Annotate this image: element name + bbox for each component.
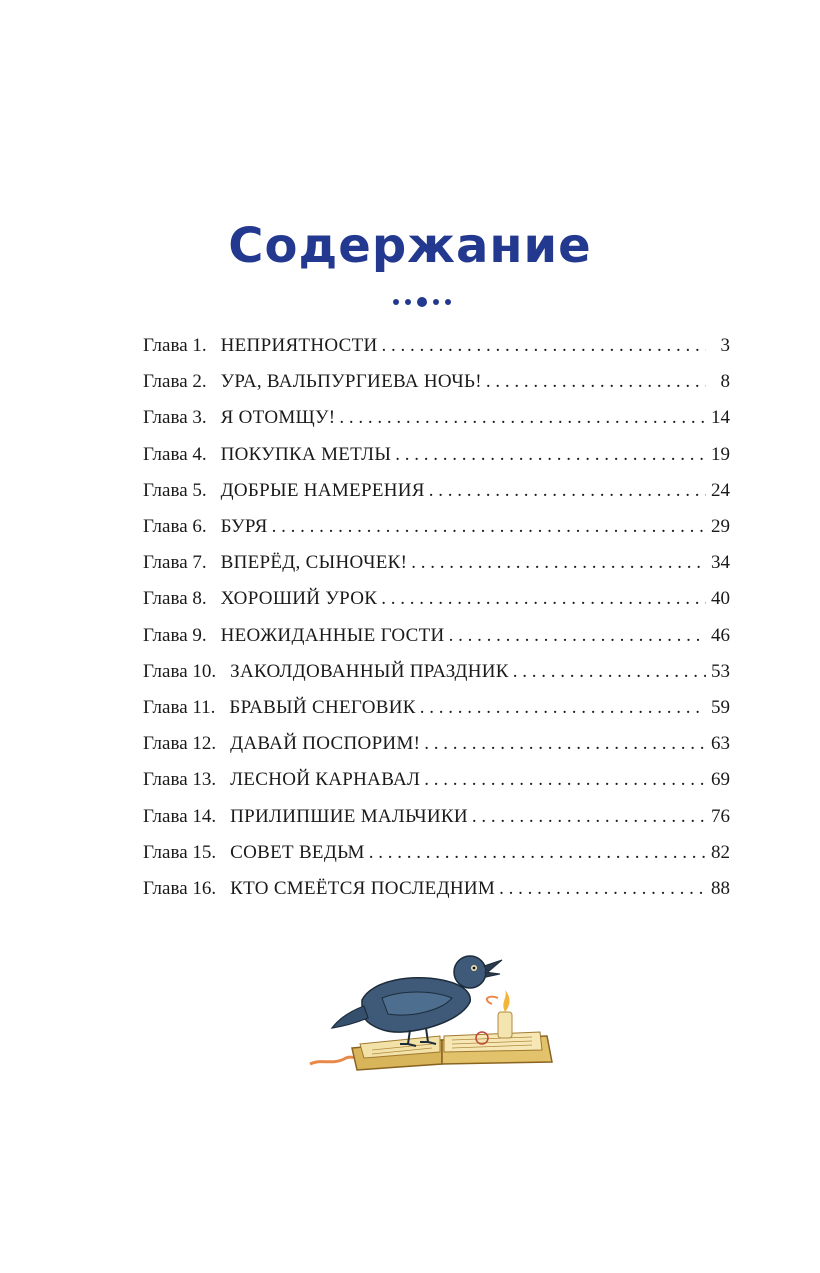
toc-chapter-title: БУРЯ (220, 516, 268, 538)
toc-chapter-title: БРАВЫЙ СНЕГОВИК (229, 696, 416, 718)
toc-chapter-title: ЛЕСНОЙ КАРНАВАЛ (230, 769, 421, 791)
toc-entry[interactable] (143, 328, 730, 364)
dot-leader (420, 697, 706, 719)
toc-entry[interactable] (143, 654, 730, 690)
toc-chapter-number: Глава 8. (143, 588, 207, 610)
toc-entry[interactable] (143, 400, 730, 436)
dot-leader (395, 444, 706, 466)
toc-chapter-number: Глава 9. (143, 624, 207, 646)
toc-chapter-title: ЗАКОЛДОВАННЫЙ ПРАЗДНИК (230, 660, 509, 682)
toc-entry[interactable] (143, 545, 730, 581)
toc-chapter-title: ПРИЛИПШИЕ МАЛЬЧИКИ (230, 805, 468, 827)
toc-page-number: 24 (711, 479, 730, 501)
toc-chapter-number: Глава 7. (143, 552, 207, 574)
table-of-contents (143, 328, 730, 907)
toc-page-number: 46 (711, 624, 730, 646)
dot-leader (499, 878, 706, 900)
toc-chapter-title: УРА, ВАЛЬПУРГИЕВА НОЧЬ! (220, 371, 482, 393)
toc-entry[interactable] (143, 509, 730, 545)
toc-page-number: 14 (711, 407, 730, 429)
toc-chapter-number: Глава 16. (143, 877, 217, 899)
toc-page-number: 76 (711, 805, 730, 827)
toc-chapter-number: Глава 6. (143, 516, 207, 538)
toc-entry[interactable] (143, 726, 730, 762)
dot-leader (411, 552, 706, 574)
dot-leader (449, 625, 706, 647)
toc-page-number: 82 (711, 841, 730, 863)
page-title: Содержание (228, 218, 592, 274)
toc-chapter-number: Глава 13. (143, 769, 217, 791)
toc-entry[interactable] (143, 798, 730, 834)
toc-chapter-number: Глава 5. (143, 479, 207, 501)
toc-chapter-title: ДОБРЫЕ НАМЕРЕНИЯ (220, 479, 425, 501)
dot-leader (272, 516, 706, 538)
toc-chapter-number: Глава 10. (143, 660, 217, 682)
dot-leader (424, 733, 706, 755)
toc-chapter-title: НЕПРИЯТНОСТИ (220, 335, 378, 357)
toc-chapter-number: Глава 4. (143, 443, 207, 465)
toc-chapter-title: КТО СМЕЁТСЯ ПОСЛЕДНИМ (230, 877, 496, 899)
toc-chapter-number: Глава 11. (143, 696, 216, 718)
dot-leader (381, 588, 706, 610)
toc-entry[interactable] (143, 473, 730, 509)
toc-entry[interactable] (143, 581, 730, 617)
toc-chapter-number: Глава 12. (143, 733, 217, 755)
toc-page-number: 3 (720, 335, 730, 357)
toc-chapter-title: НЕОЖИДАННЫЕ ГОСТИ (220, 624, 445, 646)
toc-chapter-number: Глава 14. (143, 805, 217, 827)
toc-page-number: 59 (711, 696, 730, 718)
toc-page-number: 8 (720, 371, 730, 393)
dot-leader (486, 371, 706, 393)
toc-chapter-title: Я ОТОМЩУ! (220, 407, 336, 429)
dot-leader (339, 407, 706, 429)
toc-chapter-title: СОВЕТ ВЕДЬМ (230, 841, 365, 863)
toc-chapter-title: ВПЕРЁД, СЫНОЧЕК! (220, 552, 408, 574)
dot-leader (382, 335, 706, 357)
toc-page-number: 88 (711, 877, 730, 899)
dot-leader (429, 480, 706, 502)
dot-leader (513, 661, 706, 683)
dot-leader (424, 769, 706, 791)
raven-on-book-illustration (302, 940, 557, 1075)
toc-page-number: 19 (711, 443, 730, 465)
dot-leader (472, 806, 706, 828)
toc-entry[interactable] (143, 762, 730, 798)
toc-chapter-number: Глава 3. (143, 407, 207, 429)
toc-chapter-number: Глава 1. (143, 335, 207, 357)
toc-entry[interactable] (143, 690, 730, 726)
toc-chapter-title: ХОРОШИЙ УРОК (220, 588, 378, 610)
toc-entry[interactable] (143, 364, 730, 400)
toc-page-number: 63 (711, 733, 730, 755)
toc-page-number: 40 (711, 588, 730, 610)
toc-chapter-number: Глава 2. (143, 371, 207, 393)
toc-page-number: 29 (711, 516, 730, 538)
toc-entry[interactable] (143, 618, 730, 654)
toc-entry[interactable] (143, 835, 730, 871)
toc-chapter-title: ДАВАЙ ПОСПОРИМ! (230, 733, 421, 755)
toc-page-number: 53 (711, 660, 730, 682)
title-ornament (372, 296, 472, 308)
toc-chapter-number: Глава 15. (143, 841, 217, 863)
toc-chapter-title: ПОКУПКА МЕТЛЫ (220, 443, 392, 465)
toc-entry[interactable] (143, 437, 730, 473)
toc-entry[interactable] (143, 871, 730, 907)
toc-page-number: 34 (711, 552, 730, 574)
dot-leader (369, 842, 706, 864)
toc-page-number: 69 (711, 769, 730, 791)
